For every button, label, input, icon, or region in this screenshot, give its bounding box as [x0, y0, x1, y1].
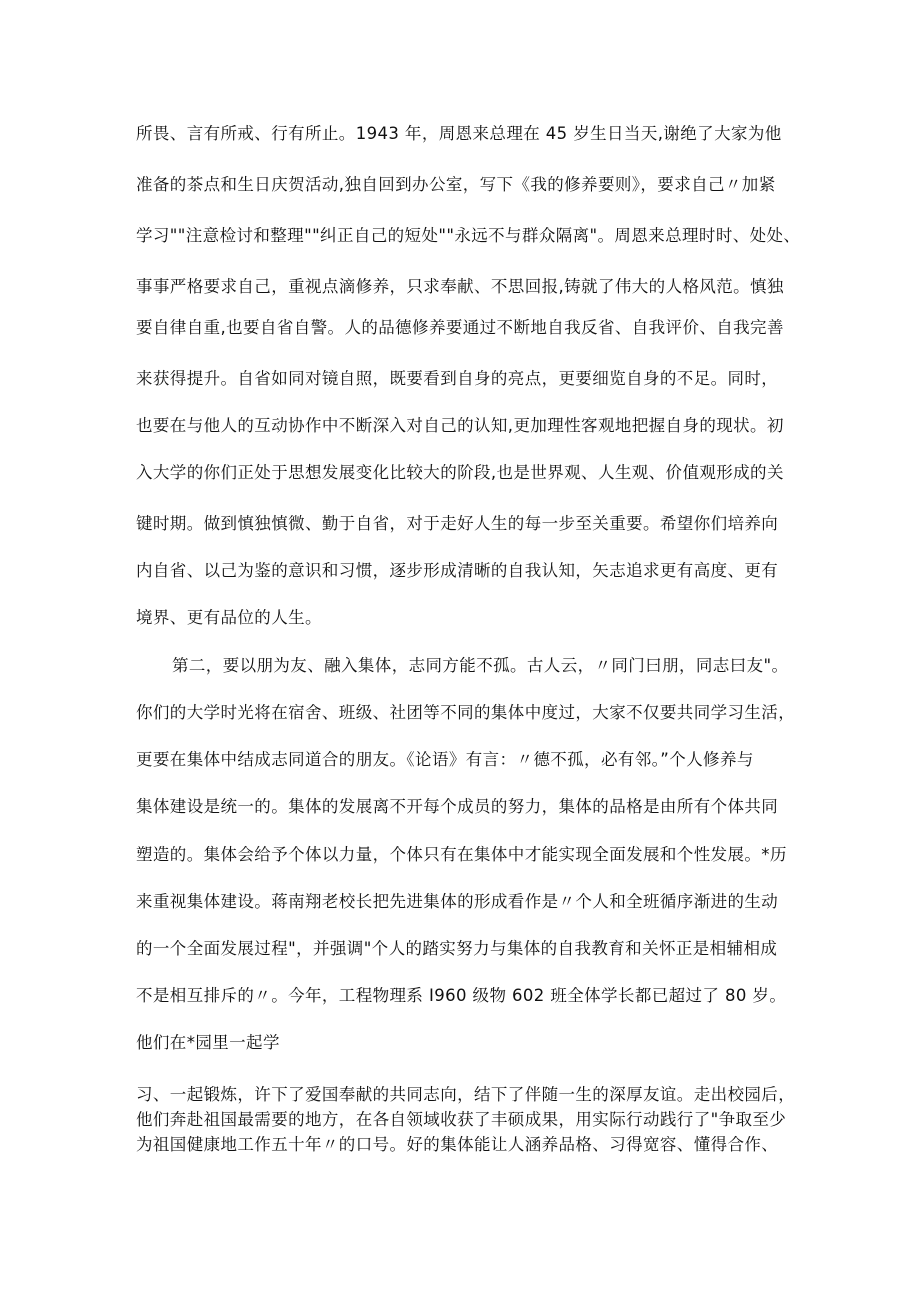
- paragraph-line: 学习""注意检讨和整理""纠正自己的短处""永远不与群众隔离"。周恩来总理时时、处处、: [136, 226, 801, 245]
- paragraph-line: 他们在*园里一起学: [136, 1033, 280, 1052]
- paragraph-line: 他们奔赴祖国最需要的地方，在各自领域收获了丰硕成果，用实际行动践行了"争取至少: [136, 1110, 787, 1129]
- paragraph-line: 事事严格要求自己，重视点滴修养，只求奉献、不思回报,铸就了伟大的人格风范。慎独: [136, 277, 784, 296]
- paragraph-line: 键时期。做到慎独慎微、勤于自省，对于走好人生的每一步至关重要。希望你们培养向: [136, 514, 779, 533]
- paragraph-line: 为祖国健康地工作五十年〃的口号。好的集体能让人涵养品格、习得宽容、懂得合作、: [136, 1135, 779, 1154]
- paragraph-line: 也要在与他人的互动协作中不断深入对自己的认知,更加理性客观地把握自身的现状。初: [136, 416, 784, 435]
- paragraph-line: 不是相互排斥的〃。今年，工程物理系 I960 级物 602 班全体学长都已超过了 80 岁。: [136, 986, 787, 1005]
- paragraph-line: 第二，要以朋为友、融入集体，志同方能不孤。古人云，〃同门曰朋，同志曰友"。: [172, 656, 789, 675]
- paragraph-line: 来重视集体建设。蒋南翔老校长把先进集体的形成看作是〃个人和全班循序渐进的生动: [136, 892, 779, 911]
- paragraph-line: 准备的茶点和生日庆贺活动,独自回到办公室，写下《我的修养要则》，要求自己〃加紧: [136, 175, 776, 194]
- paragraph-line: 集体建设是统一的。集体的发展离不开每个成员的努力，集体的品格是由所有个体共同: [136, 797, 779, 816]
- paragraph-line: 你们的大学时光将在宿舍、班级、社团等不同的集体中度过，大家不仅要共同学习生活，: [136, 703, 796, 722]
- paragraph-line: 的一个全面发展过程"，并强调"个人的踏实努力与集体的自我教育和关怀正是相辅相成: [136, 939, 778, 958]
- paragraph-line: 入大学的你们正处于思想发展变化比较大的阶段,也是世界观、人生观、价值观形成的关: [136, 463, 784, 482]
- paragraph-line: 塑造的。集体会给予个体以力量，个体只有在集体中才能实现全面发展和个性发展。*历: [136, 845, 787, 864]
- paragraph-line: 境界、更有品位的人生。: [136, 608, 322, 627]
- paragraph-line: 要自律自重,也要自省自警。人的品德修养要通过不断地自我反省、自我评价、自我完善: [136, 318, 784, 337]
- paragraph-line: 所畏、言有所戒、行有所止。1943 年，周恩来总理在 45 岁生日当天,谢绝了大家为他: [136, 124, 782, 143]
- paragraph-line: 来获得提升。自省如同对镜自照，既要看到自身的亮点，更要细览自身的不足。同时，: [136, 369, 779, 388]
- paragraph-line: 习、一起锻炼，许下了爱国奉献的共同志向，结下了伴随一生的深厚友谊。走出校园后，: [136, 1085, 796, 1104]
- paragraph-line: 更要在集体中结成志同道合的朋友。《论语》有言：〃德不孤，必有邻。”个人修养与: [136, 750, 754, 769]
- paragraph-line: 内自省、以己为鉴的意识和习惯，逐步形成清晰的自我认知，矢志追求更有高度、更有: [136, 561, 779, 580]
